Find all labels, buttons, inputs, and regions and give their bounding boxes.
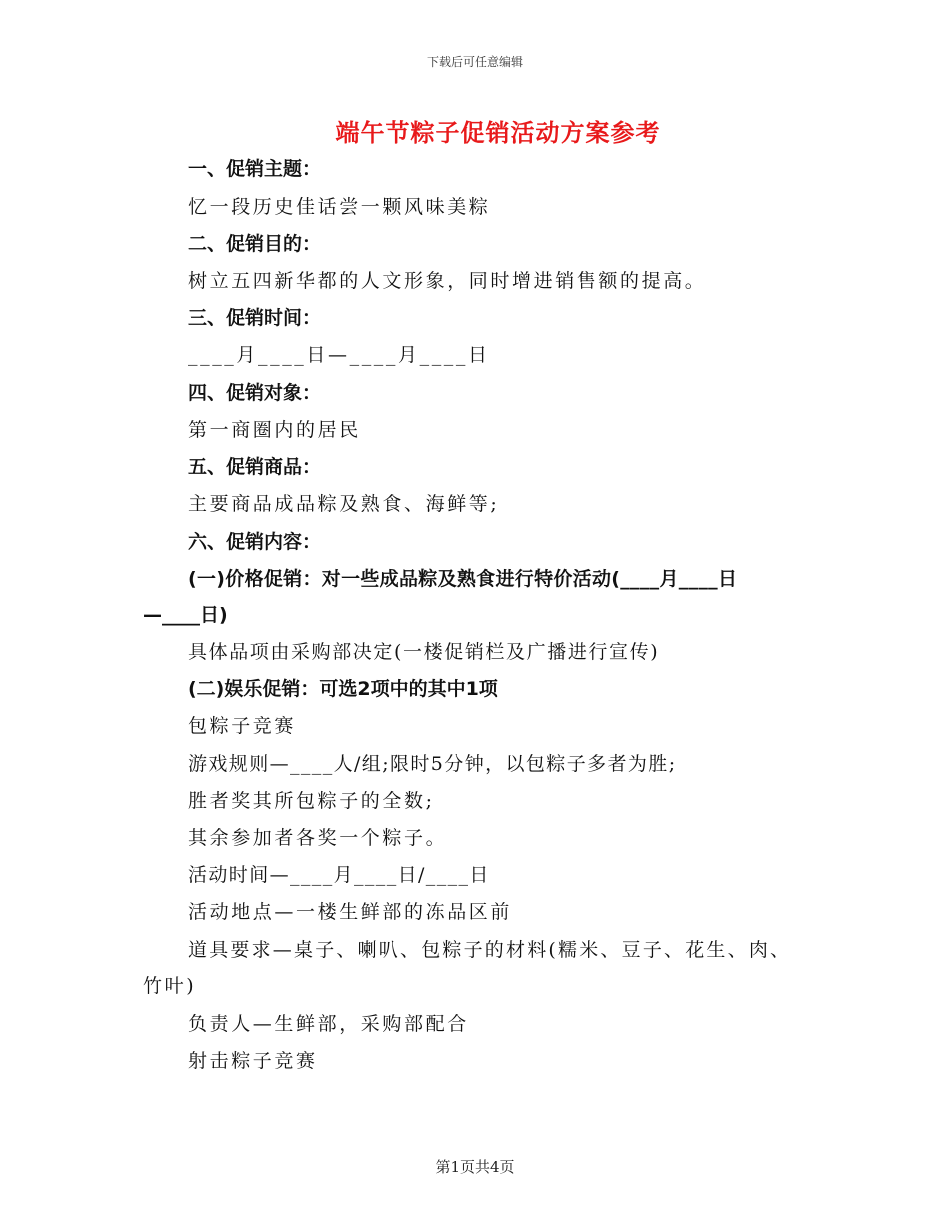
entertainment-promo-heading: (二)娱乐促销：可选2项中的其中1项 bbox=[188, 678, 498, 700]
list-item: 活动时间—____月____日/____日 bbox=[188, 864, 490, 886]
list-item: 射击粽子竞赛 bbox=[188, 1050, 318, 1072]
price-promo-body: 具体品项由采购部决定(一楼促销栏及广播进行宣传) bbox=[188, 641, 660, 663]
section-2-body: 树立五四新华都的人文形象，同时增进销售额的提高。 bbox=[188, 270, 707, 292]
section-3-heading: 三、促销时间： bbox=[188, 307, 322, 329]
list-item: 负责人—生鲜部，采购部配合 bbox=[188, 1013, 469, 1035]
document-title: 端午节粽子促销活动方案参考 bbox=[335, 119, 661, 147]
list-item: 其余参加者各奖一个粽子。 bbox=[188, 827, 448, 849]
section-5-body: 主要商品成品粽及熟食、海鲜等; bbox=[188, 493, 500, 515]
page-number: 第1页共4页 bbox=[435, 1158, 515, 1176]
list-item: 道具要求—桌子、喇叭、包粽子的材料(糯米、豆子、花生、肉、 bbox=[188, 939, 792, 961]
section-6-heading: 六、促销内容： bbox=[188, 531, 322, 553]
price-promo-heading: (一)价格促销：对一些成品粽及熟食进行特价活动(____月____日 bbox=[188, 568, 738, 590]
list-item: 游戏规则—____人/组;限时5分钟，以包粽子多者为胜; bbox=[188, 753, 677, 775]
list-item: 活动地点—一楼生鲜部的冻品区前 bbox=[188, 901, 513, 923]
section-1-heading: 一、促销主题： bbox=[188, 158, 322, 180]
page-header-note: 下载后可任意编辑 bbox=[426, 55, 523, 69]
list-item-cont: 竹叶) bbox=[143, 975, 197, 997]
section-5-heading: 五、促销商品： bbox=[188, 456, 322, 478]
list-item: 包粽子竞赛 bbox=[188, 715, 297, 737]
section-4-body: 第一商圈内的居民 bbox=[188, 419, 361, 441]
section-3-body: ____月____日—____月____日 bbox=[188, 344, 490, 366]
price-promo-heading-cont: —____日) bbox=[143, 604, 228, 626]
section-1-body: 忆一段历史佳话尝一颗风味美粽 bbox=[188, 196, 491, 218]
section-4-heading: 四、促销对象： bbox=[188, 382, 322, 404]
section-2-heading: 二、促销目的： bbox=[188, 233, 322, 255]
list-item: 胜者奖其所包粽子的全数; bbox=[188, 790, 435, 812]
